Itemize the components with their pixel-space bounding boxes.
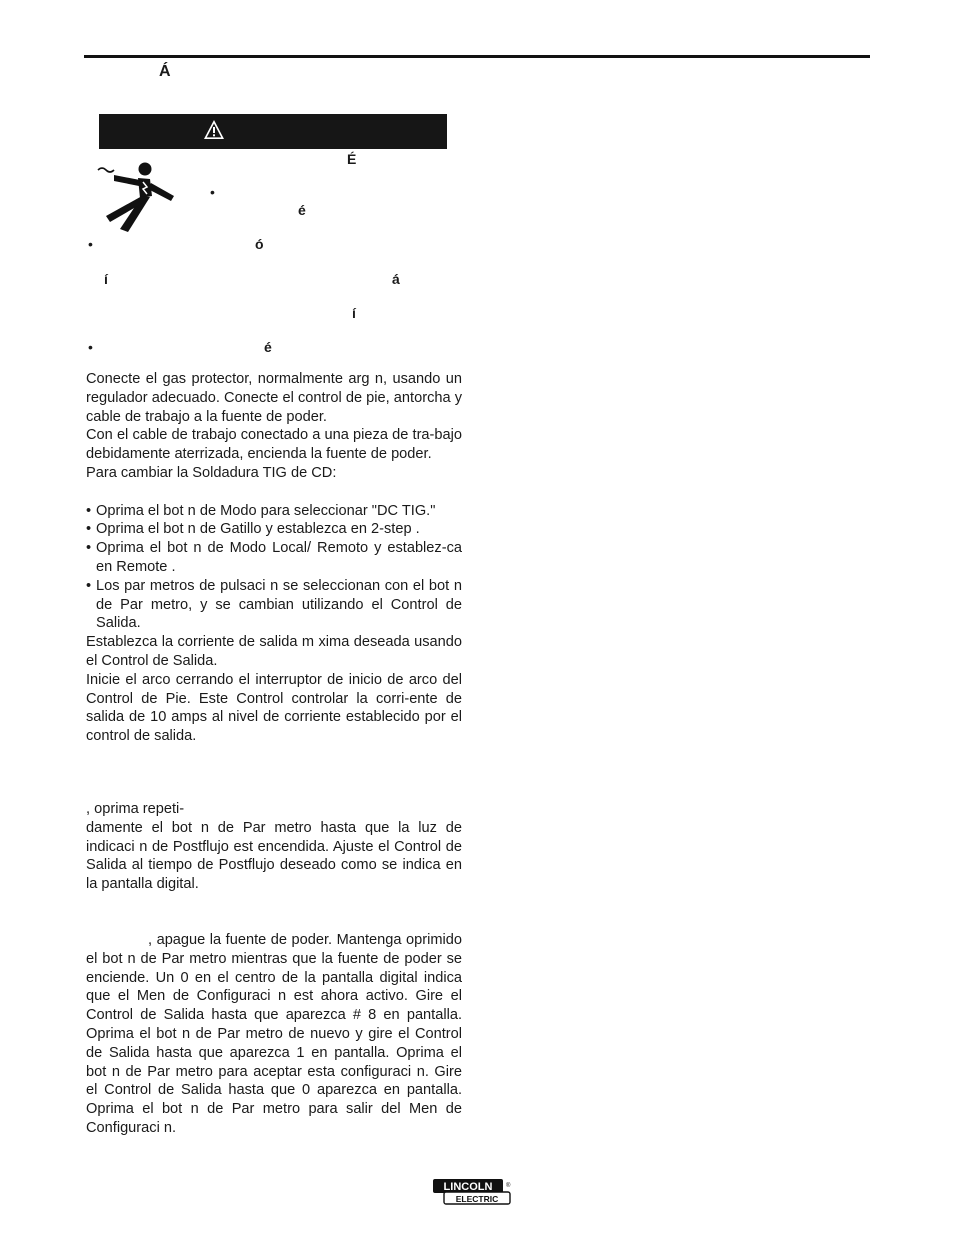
paragraph-start-arc: Inicie el arco cerrando el interruptor de inicio de arco del Control de Pie. Este Control controlar la corri-ente de salida de 10 amps al nivel de corriente establecido por el control de salida. bbox=[86, 671, 462, 745]
warning-banner bbox=[99, 114, 447, 149]
warning-char-header: É bbox=[347, 151, 357, 167]
header-rule bbox=[84, 55, 870, 58]
lincoln-electric-logo bbox=[432, 1176, 512, 1206]
paragraph-work-cable: Con el cable de trabajo conectado a una pieza de tra-bajo debidamente aterrizada, encienda la fuente de poder. bbox=[86, 427, 462, 463]
paragraph-postflow: damente el bot n de Par metro hasta que la luz de indicaci n de Postflujo est encendida. Ajuste el Control de Salida al tiempo de Postflujo deseado como se indica en la pantalla digital. bbox=[86, 819, 462, 893]
bullet-trigger: • Oprima el bot n de Gatillo y establezca en 2-step . bbox=[86, 520, 462, 539]
paragraph-gas: Conecte el gas protector, normalmente arg n, usando un regulador adecuado. Conecte el control de pie, antorcha y cable de trabajo a la fuente de poder. bbox=[86, 371, 462, 425]
paragraph-tig-heading: Para cambiar la Soldadura TIG de CD: bbox=[86, 464, 337, 481]
logo-line1: LINCOLN bbox=[443, 1181, 493, 1193]
bullet-pulse-params: • Los par metros de pulsaci n se seleccionan con el bot n de Par metro, y se cambian utilizando el Control de Salida. bbox=[86, 577, 462, 633]
section-heading-char: Á bbox=[159, 63, 171, 80]
config-menu-instructions bbox=[86, 931, 462, 1138]
electric-shock-icon bbox=[92, 158, 180, 236]
warning-char-3b: á bbox=[392, 271, 400, 287]
logo-line2: ELECTRIC bbox=[455, 1194, 499, 1204]
setup-instructions bbox=[86, 370, 462, 746]
paragraph-output-current: Establezca la corriente de salida m xima deseada usando el Control de Salida. bbox=[86, 634, 462, 669]
paragraph-postflow-lead: , oprima repeti- bbox=[86, 801, 185, 817]
warning-bullet-3: • bbox=[88, 339, 93, 355]
logo-registered-mark: ® bbox=[506, 1183, 511, 1189]
paragraph-config-menu: , apague la fuente de poder. Mantenga oprimido el bot n de Par metro mientras que la fuente de poder se enciende. Un 0 en el centro de la pantalla digital indica que el Men de Configuraci n est ahora activo. Gire el Control de Salida hasta que aparezca # 8 en pantalla. Oprima el bot n de Par metro de nuevo y gire el Control de Salida hasta que aparezca 1 en pantalla. Oprima el bot n de Par metro para aceptar esta configuraci n. Gire el Control de Salida hasta que 0 aparezca en pantalla. Oprima el bot n de Par metro para salir del Men de Configuraci n. bbox=[86, 932, 462, 1136]
postflow-instructions bbox=[86, 800, 462, 894]
bullet-local-remote: • Oprima el bot n de Modo Local/ Remoto y establez-ca en Remote . bbox=[86, 539, 462, 577]
warning-bullet-2: • bbox=[88, 236, 93, 252]
warning-char-5: é bbox=[264, 339, 272, 355]
warning-triangle-icon bbox=[203, 119, 225, 141]
warning-char-4: í bbox=[352, 305, 356, 321]
warning-char-2: ó bbox=[255, 236, 264, 252]
warning-char-1: é bbox=[298, 202, 306, 218]
warning-char-3a: í bbox=[104, 271, 108, 287]
bullet-mode: • Oprima el bot n de Modo para seleccionar "DC TIG." bbox=[86, 502, 462, 521]
warning-bullet-1: • bbox=[210, 184, 215, 200]
